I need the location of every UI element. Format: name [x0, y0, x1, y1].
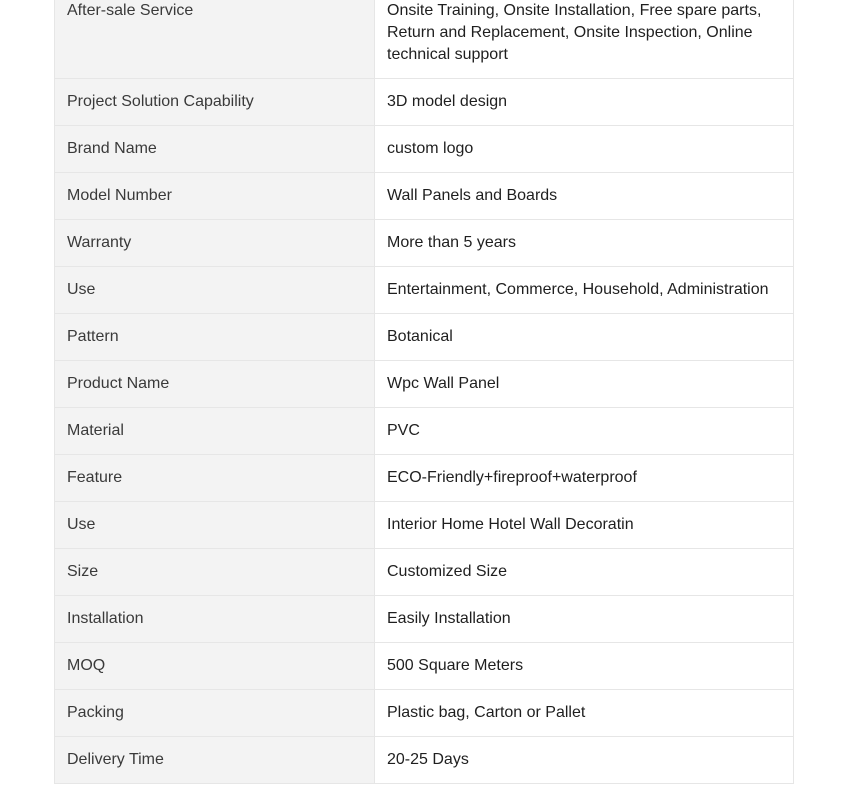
table-row — [55, 455, 794, 502]
spec-label: Material — [55, 408, 375, 455]
spec-label: Brand Name — [55, 126, 375, 173]
spec-value: 3D model design — [375, 79, 794, 126]
spec-value: 20-25 Days — [375, 737, 794, 784]
table-row — [55, 173, 794, 220]
table-row — [55, 0, 794, 79]
spec-label: Project Solution Capability — [55, 79, 375, 126]
spec-value: Interior Home Hotel Wall Decoratin — [375, 502, 794, 549]
table-row — [55, 220, 794, 267]
spec-value: 500 Square Meters — [375, 643, 794, 690]
spec-label: MOQ — [55, 643, 375, 690]
table-row — [55, 502, 794, 549]
table-row — [55, 361, 794, 408]
table-row — [55, 314, 794, 361]
spec-value: custom logo — [375, 126, 794, 173]
spec-label: Installation — [55, 596, 375, 643]
table-row — [55, 643, 794, 690]
spec-value: ECO-Friendly+fireproof+waterproof — [375, 455, 794, 502]
spec-label: Packing — [55, 690, 375, 737]
product-spec-table — [54, 0, 794, 784]
spec-label: Product Name — [55, 361, 375, 408]
spec-value: PVC — [375, 408, 794, 455]
spec-label: Feature — [55, 455, 375, 502]
table-row — [55, 596, 794, 643]
product-spec-section — [54, 0, 793, 784]
spec-label: Use — [55, 267, 375, 314]
spec-value: Onsite Training, Onsite Installation, Free spare parts, Return and Replacement, Onsite Inspection, Online technical support — [375, 0, 794, 79]
spec-value: Easily Installation — [375, 596, 794, 643]
spec-label: Delivery Time — [55, 737, 375, 784]
spec-value: Botanical — [375, 314, 794, 361]
spec-value: More than 5 years — [375, 220, 794, 267]
spec-label: After-sale Service — [55, 0, 375, 79]
table-row — [55, 737, 794, 784]
spec-label: Pattern — [55, 314, 375, 361]
spec-value: Customized Size — [375, 549, 794, 596]
spec-label: Model Number — [55, 173, 375, 220]
table-row — [55, 79, 794, 126]
spec-value: Wpc Wall Panel — [375, 361, 794, 408]
spec-label: Warranty — [55, 220, 375, 267]
spec-value: Wall Panels and Boards — [375, 173, 794, 220]
spec-label: Size — [55, 549, 375, 596]
table-row — [55, 549, 794, 596]
spec-value: Plastic bag, Carton or Pallet — [375, 690, 794, 737]
table-row — [55, 126, 794, 173]
spec-value: Entertainment, Commerce, Household, Administration — [375, 267, 794, 314]
table-row — [55, 408, 794, 455]
table-row — [55, 690, 794, 737]
spec-label: Use — [55, 502, 375, 549]
table-row — [55, 267, 794, 314]
